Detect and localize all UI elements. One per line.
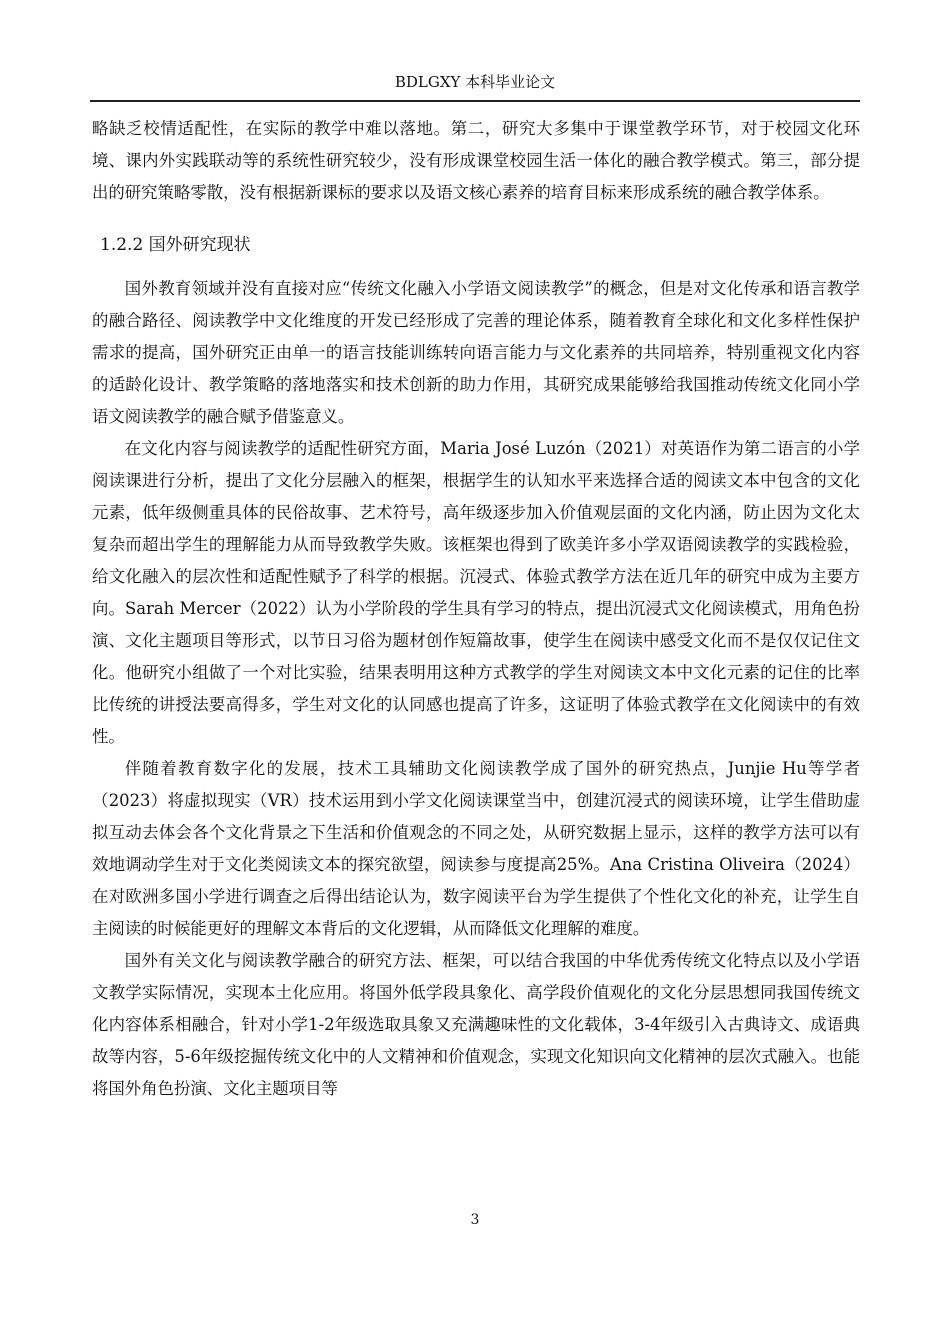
page-body: [92, 113, 860, 1105]
page-number: 3: [470, 1212, 480, 1228]
paragraph: 国外教育领域并没有直接对应“传统文化融入小学语文阅读教学”的概念，但是对文化传承和语言教学的融合路径、阅读教学中文化维度的开发已经形成了完善的理论体系，随着教育全球化和文化多样性保护需求的提高，国外研究正由单一的语言技能训练转向语言能力与文化素养的共同培养，特别重视文化内容的适龄化设计、教学策略的落地落实和技术创新的助力作用，其研究成果能够给我国推动传统文化同小学语文阅读教学的融合赋予借鉴意义。: [92, 279, 860, 426]
paragraph: 略缺乏校情适配性，在实际的教学中难以落地。第二，研究大多集中于课堂教学环节，对于校园文化环境、课内外实践联动等的系统性研究较少，没有形成课堂校园生活一体化的融合教学模式。第三，部分提出的研究策略零散，没有根据新课标的要求以及语文核心素养的培育目标来形成系统的融合教学体系。: [92, 119, 860, 202]
paragraph: 国外有关文化与阅读教学融合的研究方法、框架，可以结合我国的中华优秀传统文化特点以及小学语文教学实际情况，实现本土化应用。将国外低学段具象化、高学段价值观化的文化分层思想同我国传统文化内容体系相融合，针对小学1-2年级选取具象又充满趣味性的文化载体，3-4年级引入古典诗文、成语典故等内容，5-6年级挖掘传统文化中的人文精神和价值观念，实现文化知识向文化精神的层次式融入。也能将国外角色扮演、文化主题项目等: [92, 951, 860, 1098]
page-header: BDLGXY 本科毕业论文: [394, 73, 556, 91]
section-heading: 1.2.2 国外研究现状: [100, 235, 251, 255]
paragraph: 在文化内容与阅读教学的适配性研究方面，Maria José Luzón（2021）对英语作为第二语言的小学阅读课进行分析，提出了文化分层融入的框架，根据学生的认知水平来选择合适的阅读文本中包含的文化元素，低年级侧重具体的民俗故事、艺术符号，高年级逐步加入价值观层面的文化内涵，防止因为文化太复杂而超出学生的理解能力从而导致教学失败。该框架也得到了欧美许多小学双语阅读教学的实践检验，给文化融入的层次性和适配性赋予了科学的根据。沉浸式、体验式教学方法在近几年的研究中成为主要方向。Sarah Mercer（2022）认为小学阶段的学生具有学习的特点，提出沉浸式文化阅读模式，用角色扮演、文化主题项目等形式，以节日习俗为题材创作短篇故事，使学生在阅读中感受文化而不是仅仅记住文化。他研究小组做了一个对比实验，结果表明用这种方式教学的学生对阅读文本中文化元素的记住的比率比传统的讲授法要高得多，学生对文化的认同感也提高了许多，这证明了体验式教学在文化阅读中的有效性。: [92, 439, 860, 746]
header-rule: [90, 100, 860, 102]
paragraph: 伴随着教育数字化的发展，技术工具辅助文化阅读教学成了国外的研究热点，Junjie Hu等学者（2023）将虚拟现实（VR）技术运用到小学文化阅读课堂当中，创建沉浸式的阅读环境，让学生借助虚拟互动去体会各个文化背景之下生活和价值观念的不同之处，从研究数据上显示，这样的教学方法可以有效地调动学生对于文化类阅读文本的探究欲望，阅读参与度提高25%。Ana Cristina Oliveira（2024）在对欧洲多国小学进行调查之后得出结论认为，数字阅读平台为学生提供了个性化文化的补充，让学生自主阅读的时候能更好的理解文本背后的文化逻辑，从而降低文化理解的难度。: [92, 759, 860, 938]
